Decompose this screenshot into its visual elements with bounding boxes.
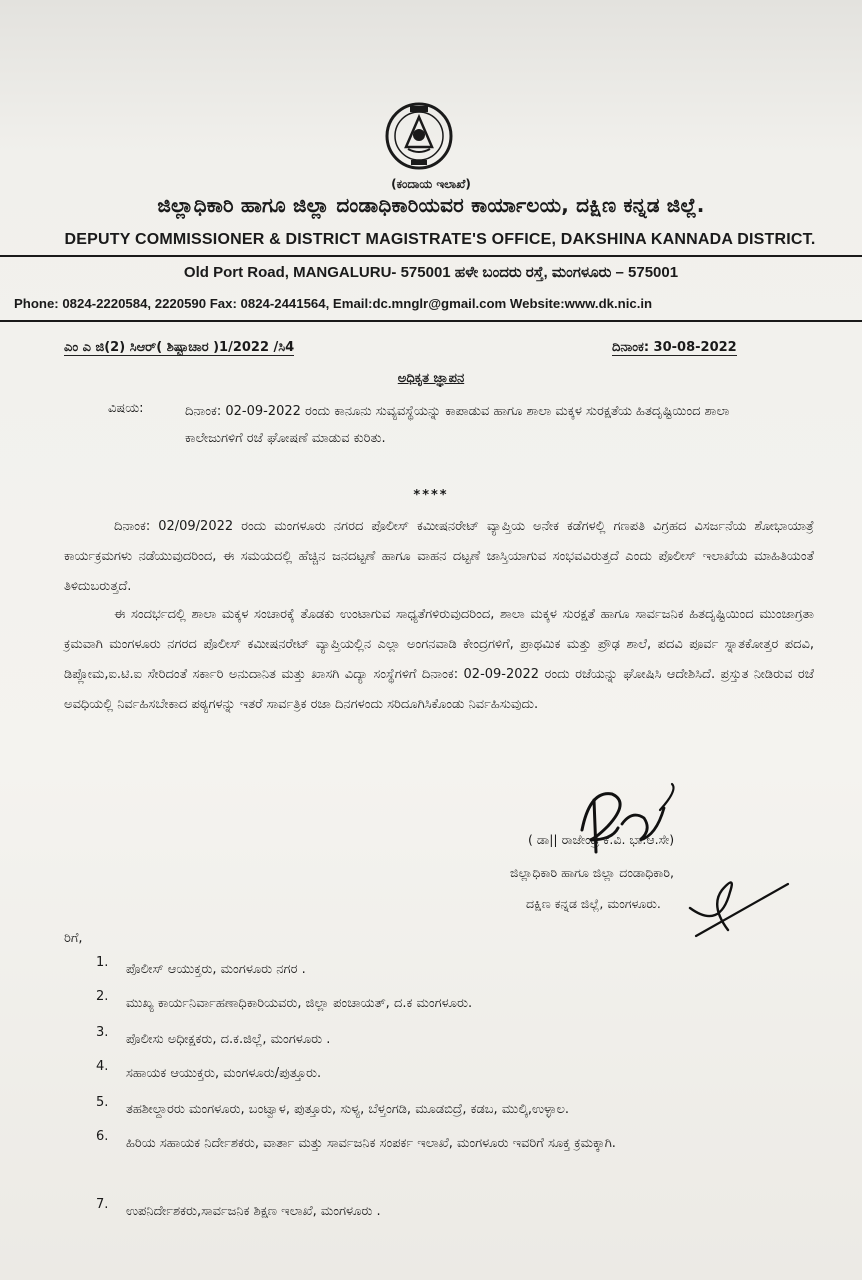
separator-stars: **** xyxy=(413,488,449,503)
office-contact: Phone: 0824-2220584, 2220590 Fax: 0824-2441564, Email:dc.mnglr@gmail.com Website:www.dk.nic.in xyxy=(14,296,653,311)
header-divider-top xyxy=(0,255,862,257)
reference-date: ದಿನಾಂಕ: 30-08-2022 xyxy=(612,340,737,355)
recipient-text: ತಹಶೀಲ್ದಾರರು ಮಂಗಳೂರು, ಬಂಟ್ವಾಳ, ಪುತ್ತೂರು, ಸುಳ್ಯ, ಬೆಳ್ತಂಗಡಿ, ಮೂಡಬಿದ್ರೆ, ಕಡಬ, ಮುಲ್ಕಿ,ಉಳ್ಳಾಲ. xyxy=(126,1102,570,1117)
subject-label: ವಿಷಯ: xyxy=(108,401,144,416)
office-address: Old Port Road, MANGALURU- 575001 ಹಳೇ ಬಂದರು ರಸ್ತೆ, ಮಂಗಳೂರು – 575001 xyxy=(183,264,679,281)
handwritten-signature xyxy=(560,780,800,940)
body-paragraph-2: ಈ ಸಂದರ್ಭದಲ್ಲಿ ಶಾಲಾ ಮಕ್ಕಳ ಸಂಚಾರಕ್ಕೆ ತೊಡಕು ಉಂಟಾಗುವ ಸಾಧ್ಯತೆಗಳಿರುವುದರಿಂದ, ಶಾಲಾ ಮಕ್ಕಳ ಸುರಕ್ಷತೆ ಹಾಗೂ ಸಾರ್ವಜನಿಕ ಹಿತದೃಷ್ಟಿಯಿಂದ ಮುಂಜಾಗ್ರತಾ ಕ್ರಮವಾಗಿ ಮಂಗಳೂರು ನಗರದ ಪೊಲೀಸ್ ಕಮೀಷನರೇಟ್ ವ್ಯಾಪ್ತಿಯಲ್ಲಿನ ಎಲ್ಲಾ ಅಂಗನವಾಡಿ ಕೇಂದ್ರಗಳಿಗೆ, ಪ್ರಾಥಮಿಕ ಮತ್ತು ಪ್ರೌಢ ಶಾಲೆ, ಪದವಿ ಪೂರ್ವ ಸ್ನಾತಕೋತ್ತರ ಪದವಿ, ಡಿಪ್ಲೋಮ,ಐ.ಟಿ.ಐ ಸೇರಿದಂತೆ ಸರ್ಕಾರಿ ಅನುದಾನಿತ ಮತ್ತು ಖಾಸಗಿ ವಿದ್ಯಾ ಸಂಸ್ಥೆಗಳಿಗೆ ದಿನಾಂಕ: 02-09-2022 ರಂದು ರಜೆಯನ್ನು ಘೋಷಿಸಿ ಆದೇಶಿಸಿದೆ. ಪ್ರಸ್ತುತ ನೀಡಿರುವ ರಜೆ ಅವಧಿಯಲ್ಲಿ ನಿರ್ವಹಿಸಬೇಕಾದ ಪಠ್ಯಗಳನ್ನು ಇತರೆ ಸಾರ್ವತ್ರಿಕ ರಜಾ ದಿನಗಳಂದು ಸರಿದೂಗಿಸಿಕೊಂಡು ನಿರ್ವಹಿಸುವುದು. xyxy=(64,607,814,712)
subject-text: ದಿನಾಂಕ: 02-09-2022 ರಂದು ಕಾನೂನು ಸುವ್ಯವಸ್ಥೆಯನ್ನು ಕಾಪಾಡುವ ಹಾಗೂ ಶಾಲಾ ಮಕ್ಕಳ ಸುರಕ್ಷತೆಯ ಹಿತದೃಷ್ಟಿಯಿಂದ ಶಾಲಾ ಕಾಲೇಜುಗಳಿಗೆ ರಜೆ ಘೋಷಣೆ ಮಾಡುವ ಕುರಿತು. xyxy=(185,404,730,446)
list-item: 6. ಹಿರಿಯ ಸಹಾಯಕ ನಿರ್ದೇಶಕರು, ವಾರ್ತಾ ಮತ್ತು ಸಾರ್ವಜನಿಕ ಸಂಪರ್ಕ ಇಲಾಖೆ, ಮಂಗಳೂರು ಇವರಿಗೆ ಸೂಕ್ತ ಕ್ರಮಕ್ಕಾಗಿ. xyxy=(96,1129,796,1197)
list-item: 2. ಮುಖ್ಯ ಕಾರ್ಯನಿರ್ವಾಹಣಾಧಿಕಾರಿಯವರು, ಜಿಲ್ಲಾ ಪಂಚಾಯತ್, ದ.ಕ ಮಂಗಳೂರು. xyxy=(96,989,796,1025)
list-item: 1. ಪೊಲೀಸ್ ಆಯುಕ್ತರು, ಮಂಗಳೂರು ನಗರ . xyxy=(96,955,796,989)
government-seal-icon xyxy=(384,101,454,171)
reference-number: ಎಂ ಎ ಜಿ(2) ಸಿಆರ್( ಶಿಷ್ಟಾಚಾರ )1/2022 /ಸಿ4 xyxy=(64,340,295,355)
recipients-list xyxy=(96,955,796,1229)
recipients-label: ರಿಗೆ, xyxy=(64,931,83,946)
recipient-text: ಪೊಲೀಸ್ ಆಯುಕ್ತರು, ಮಂಗಳೂರು ನಗರ . xyxy=(126,962,306,977)
list-item: 4. ಸಹಾಯಕ ಆಯುಕ್ತರು, ಮಂಗಳೂರು/ಪುತ್ತೂರು. xyxy=(96,1059,796,1095)
signatory-designation-line2: ದಕ್ಷಿಣ ಕನ್ನಡ ಜಿಲ್ಲೆ, ಮಂಗಳೂರು. xyxy=(526,896,661,911)
notification-title: ಅಧಿಕೃತ ಜ್ಞಾಪನ xyxy=(397,371,465,386)
header-divider-bottom xyxy=(0,320,862,322)
recipient-text: ಹಿರಿಯ ಸಹಾಯಕ ನಿರ್ದೇಶಕರು, ವಾರ್ತಾ ಮತ್ತು ಸಾರ್ವಜನಿಕ ಸಂಪರ್ಕ ಇಲಾಖೆ, ಮಂಗಳೂರು ಇವರಿಗೆ ಸೂಕ್ತ ಕ್ರಮಕ್ಕಾಗಿ. xyxy=(126,1136,616,1151)
recipient-text: ಪೊಲೀಸು ಅಧೀಕ್ಷಕರು, ದ.ಕ.ಜಿಲ್ಲೆ, ಮಂಗಳೂರು . xyxy=(126,1032,331,1047)
recipient-text: ಮುಖ್ಯ ಕಾರ್ಯನಿರ್ವಾಹಣಾಧಿಕಾರಿಯವರು, ಜಿಲ್ಲಾ ಪಂಚಾಯತ್, ದ.ಕ ಮಂಗಳೂರು. xyxy=(126,996,473,1011)
signatory-name: ( ಡಾ|| ರಾಜೇಂದ್ರ ಕೆ.ವಿ. ಭಾ.ಆ.ಸೇ) xyxy=(528,832,675,847)
list-item: 5. ತಹಶೀಲ್ದಾರರು ಮಂಗಳೂರು, ಬಂಟ್ವಾಳ, ಪುತ್ತೂರು, ಸುಳ್ಯ, ಬೆಳ್ತಂಗಡಿ, ಮೂಡಬಿದ್ರೆ, ಕಡಬ, ಮುಲ್ಕಿ,ಉಳ್ಳಾಲ. xyxy=(96,1095,796,1129)
office-title-kannada: ಜಿಲ್ಲಾಧಿಕಾರಿ ಹಾಗೂ ಜಿಲ್ಲಾ ದಂಡಾಧಿಕಾರಿಯವರ ಕಾರ್ಯಾಲಯ, ದಕ್ಷಿಣ ಕನ್ನಡ ಜಿಲ್ಲೆ. xyxy=(157,193,705,217)
office-title-english: DEPUTY COMMISSIONER & DISTRICT MAGISTRATE'S OFFICE, DAKSHINA KANNADA DISTRICT. xyxy=(64,231,816,248)
list-item: 7. ಉಪನಿರ್ದೇಶಕರು,ಸಾರ್ವಜನಿಕ ಶಿಕ್ಷಣ ಇಲಾಖೆ, ಮಂಗಳೂರು . xyxy=(96,1197,796,1229)
body-paragraph-1: ದಿನಾಂಕ: 02/09/2022 ರಂದು ಮಂಗಳೂರು ನಗರದ ಪೊಲೀಸ್ ಕಮೀಷನರೇಟ್ ವ್ಯಾಪ್ತಿಯ ಅನೇಕ ಕಡೆಗಳಲ್ಲಿ ಗಣಪತಿ ವಿಗ್ರಹದ ವಿಸರ್ಜನೆಯ ಶೋಭಾಯಾತ್ರೆ ಕಾರ್ಯಕ್ರಮಗಳು ನಡೆಯುವುದರಿಂದ, ಈ ಸಮಯದಲ್ಲಿ ಹೆಚ್ಚಿನ ಜನದಟ್ಟಣೆ ಹಾಗೂ ವಾಹನ ದಟ್ಟಣೆ ಜಾಸ್ತಿಯಾಗುವ ಸಂಭವವಿರುತ್ತದೆ ಎಂದು ಪೊಲೀಸ್ ಇಲಾಖೆಯ ಮಾಹಿತಿಯಂತೆ ತಿಳಿದುಬರುತ್ತದೆ. xyxy=(64,519,814,594)
recipient-text: ಉಪನಿರ್ದೇಶಕರು,ಸಾರ್ವಜನಿಕ ಶಿಕ್ಷಣ ಇಲಾಖೆ, ಮಂಗಳೂರು . xyxy=(126,1204,381,1219)
department-name: (ಕಂದಾಯ ಇಲಾಖೆ) xyxy=(391,177,471,191)
recipient-text: ಸಹಾಯಕ ಆಯುಕ್ತರು, ಮಂಗಳೂರು/ಪುತ್ತೂರು. xyxy=(126,1066,322,1081)
signatory-designation-line1: ಜಿಲ್ಲಾಧಿಕಾರಿ ಹಾಗೂ ಜಿಲ್ಲಾ ದಂಡಾಧಿಕಾರಿ, xyxy=(510,865,674,880)
list-item: 3. ಪೊಲೀಸು ಅಧೀಕ್ಷಕರು, ದ.ಕ.ಜಿಲ್ಲೆ, ಮಂಗಳೂರು . xyxy=(96,1025,796,1059)
